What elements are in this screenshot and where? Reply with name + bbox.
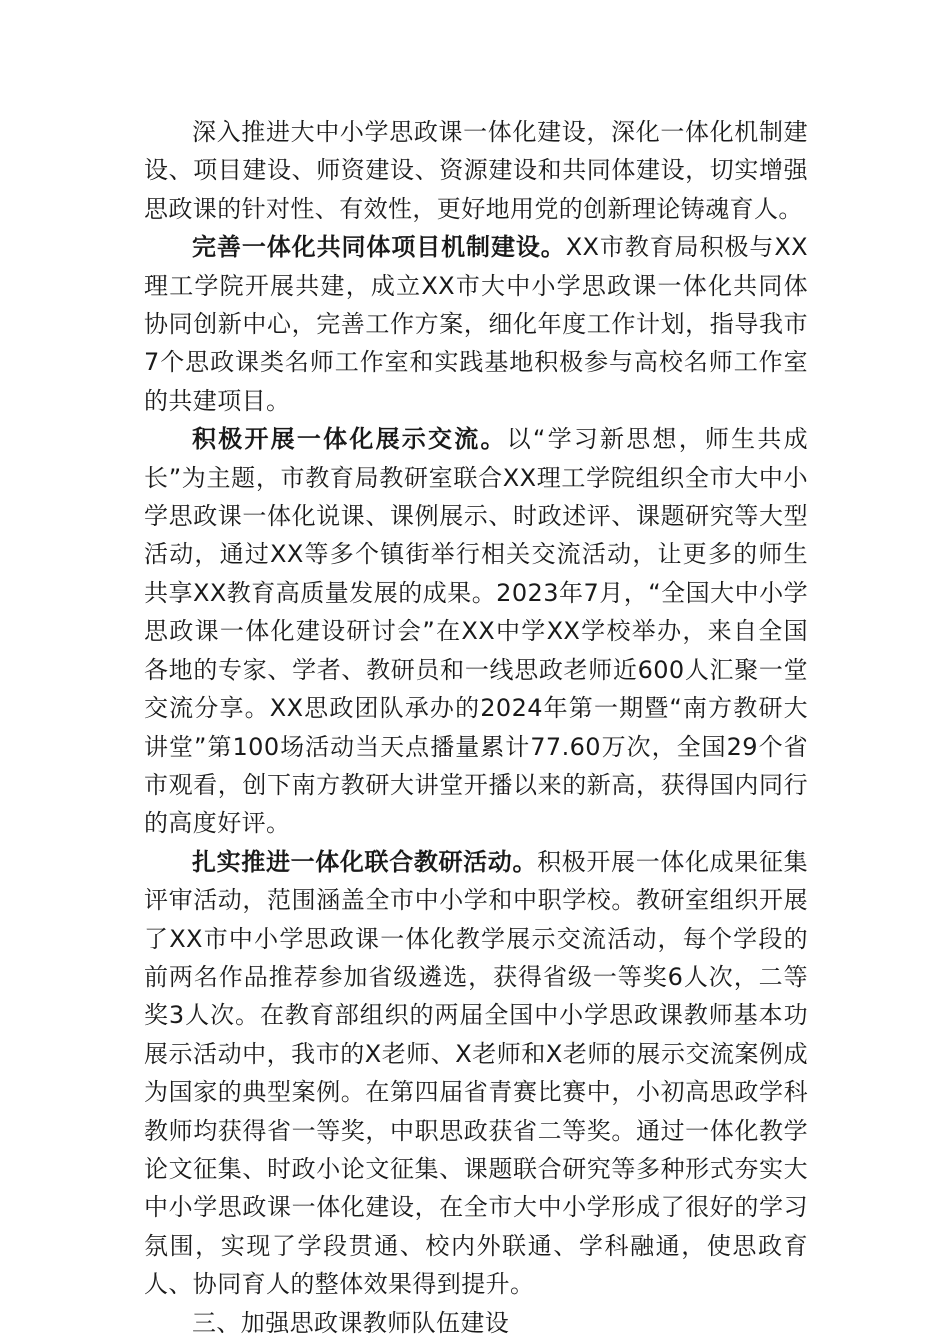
paragraph-mechanism-body: XX市教育局积极与XX理工学院开展共建，成立XX市大中小学思政课一体化共同体协同创新中心，完善工作方案，细化年度工作计划，指导我市7个思政课类名师工作室和实践基地积极参与高校名师工作室的共建项目。 [144, 233, 808, 415]
paragraph-mechanism-lead: 完善一体化共同体项目机制建设。 [192, 233, 566, 262]
paragraph-mechanism [144, 228, 808, 420]
paragraph-exchange-body: 以“学习新思想，师生共成长”为主题，市教育局教研室联合XX理工学院组织全市大中小学思政课一体化说课、课例展示、时政述评、课题研究等大型活动，通过XX等多个镇街举行相关交流活动，让更多的师生共享XX教育高质量发展的成果。2023年7月，“全国大中小学思政课一体化建设研讨会”在XX中学XX学校举办，来自全国各地的专家、学者、教研员和一线思政老师近600人汇聚一堂交流分享。XX思政团队承办的2024年第一期暨“南方教研大讲堂”第100场活动当天点播量累计77.60万次，全国29个省市观看，创下南方教研大讲堂开播以来的新高，获得国内同行的高度好评。 [144, 425, 808, 838]
document-page [144, 113, 808, 1342]
paragraph-intro [144, 113, 808, 228]
paragraph-exchange-lead: 积极开展一体化展示交流。 [192, 425, 507, 454]
paragraph-research-lead: 扎实推进一体化联合教研活动。 [192, 847, 538, 876]
paragraph-intro-text: 深入推进大中小学思政课一体化建设，深化一体化机制建设、项目建设、师资建设、资源建设和共同体建设，切实增强思政课的针对性、有效性，更好地用党的创新理论铸魂育人。 [144, 118, 808, 223]
paragraph-exchange [144, 420, 808, 842]
paragraph-research [144, 843, 808, 1304]
paragraph-research-body: 积极开展一体化成果征集评审活动，范围涵盖全市中小学和中职学校。教研室组织开展了XX市中小学思政课一体化教学展示交流活动，每个学段的前两名作品推荐参加省级遴选，获得省级一等奖6人次，二等奖3人次。在教育部组织的两届全国中小学思政课教师基本功展示活动中，我市的X老师、X老师和X老师的展示交流案例成为国家的典型案例。在第四届省青赛比赛中，小初高思政学科教师均获得省一等奖，中职思政获省二等奖。通过一体化教学论文征集、时政小论文征集、课题联合研究等多种形式夯实大中小学思政课一体化建设，在全市大中小学形成了很好的学习氛围，实现了学段贯通、校内外联通、学科融通，使思政育人、协同育人的整体效果得到提升。 [144, 847, 808, 1299]
section-heading-text: 三、加强思政课教师队伍建设 [192, 1308, 510, 1337]
section-heading [144, 1304, 808, 1342]
